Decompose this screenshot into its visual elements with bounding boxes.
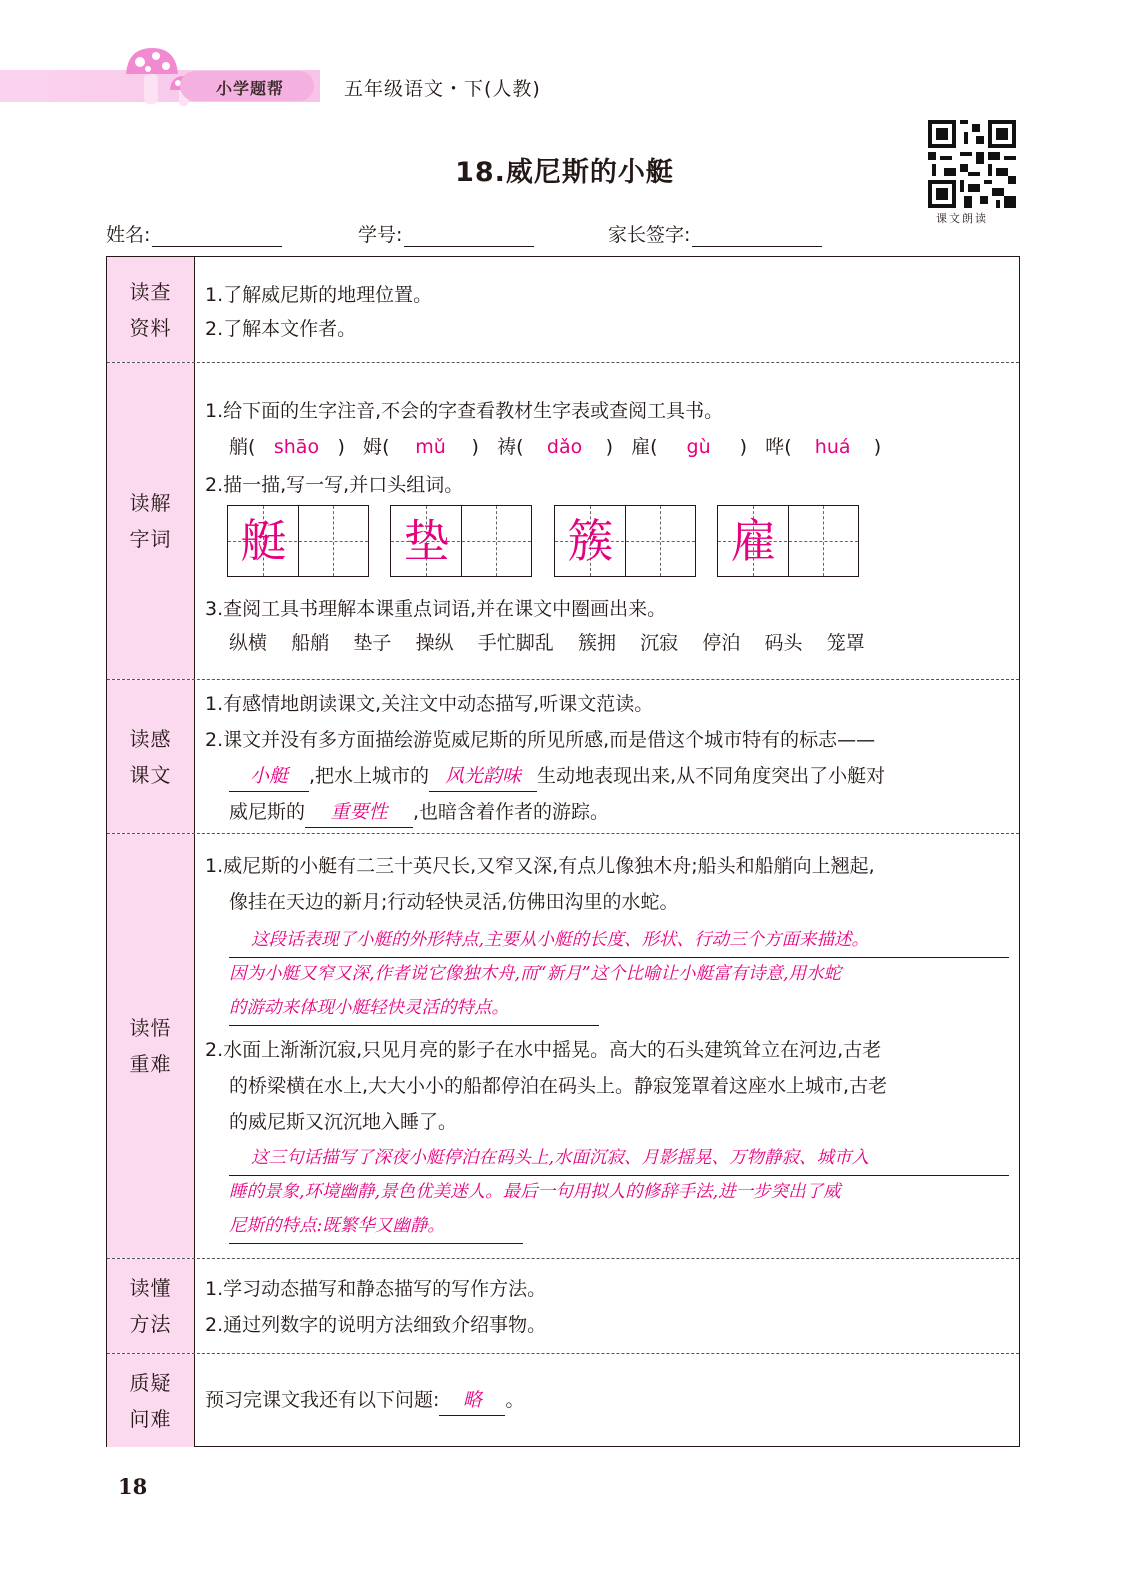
- section-vocabulary: [107, 363, 1019, 679]
- answer-blank[interactable]: 小艇: [229, 761, 309, 792]
- section-label: 读查 资料: [107, 257, 195, 362]
- student-info-row: [106, 220, 1006, 246]
- passage-1-line-2: 像挂在天边的新月;行动轻快灵活,仿佛田沟里的水蛇。: [229, 891, 679, 913]
- key-word: 纵横: [229, 632, 268, 654]
- section-questions: [107, 1354, 1019, 1447]
- section-methods: [107, 1259, 1019, 1353]
- trace-char: 簇: [567, 514, 614, 568]
- method-item-2: 2.通过列数字的说明方法细致介绍事物。: [205, 1314, 547, 1336]
- section-label: 读懂 方法: [107, 1259, 195, 1353]
- qr-code-icon: [928, 120, 1016, 208]
- parent-sign-field[interactable]: [608, 220, 822, 247]
- brand-name: 小学题帮: [216, 79, 285, 98]
- pinyin-answer-5[interactable]: huá: [814, 436, 851, 458]
- questions-prompt-line: 预习完课文我还有以下问题: 略 。: [205, 1382, 524, 1418]
- pinyin-answer-2[interactable]: mǔ: [415, 436, 446, 458]
- section-reading: [107, 680, 1019, 833]
- key-words-list: [229, 625, 865, 661]
- answer-1-line-3[interactable]: 的游动来体现小艇轻快灵活的特点。: [229, 992, 599, 1026]
- number-label: 学号:: [358, 224, 403, 246]
- pinyin-row: 艄( shāo ) 姆( mǔ ) 祷( dǎo ) 雇( gù ) 哗( huá ): [229, 429, 881, 465]
- page-number: 18: [118, 1474, 148, 1499]
- number-blank[interactable]: [404, 225, 534, 247]
- section-key-points: [107, 834, 1019, 1258]
- passage-2-line-3: 的威尼斯又沉沉地入睡了。: [229, 1111, 458, 1133]
- lesson-title: 18.威尼斯的小艇: [455, 157, 674, 188]
- writing-grid[interactable]: [390, 505, 532, 577]
- writing-grid[interactable]: [717, 505, 859, 577]
- key-word: 垫子: [353, 632, 392, 654]
- passage-2-line-1: 2.水面上渐渐沉寂,只见月亮的影子在水中摇晃。高大的石头建筑耸立在河边,古老: [205, 1039, 882, 1061]
- passage-2-line-2: 的桥梁横在水上,大大小小的船都停泊在码头上。静寂笼罩着这座水上城市,古老: [229, 1075, 888, 1097]
- vocab-question-1: 1.给下面的生字注音,不会的字查看教材生字表或查阅工具书。: [205, 400, 724, 422]
- key-word: 船艄: [291, 632, 330, 654]
- reading-fill-line-1: 小艇 ,把水上城市的 风光韵味 生动地表现出来,从不同角度突出了小艇对: [229, 758, 885, 794]
- number-field[interactable]: [358, 220, 534, 247]
- section-label: 读解 字词: [107, 363, 195, 679]
- reading-fill-line-2: 威尼斯的 重要性 ,也暗含着作者的游踪。: [229, 794, 609, 830]
- trace-char: 雇: [730, 514, 777, 568]
- writing-grid[interactable]: [227, 505, 369, 577]
- pinyin-answer-4[interactable]: gù: [686, 436, 711, 458]
- name-field[interactable]: [106, 220, 282, 247]
- reading-item-2: 2.课文并没有多方面描绘游览威尼斯的所见所感,而是借这个城市特有的标志——: [205, 729, 876, 751]
- answer-2-line-1[interactable]: 这三句话描写了深夜小艇停泊在码头上,水面沉寂、月影摇晃、万物静寂、城市入: [229, 1142, 1009, 1176]
- section-label: 读悟 重难: [107, 834, 195, 1258]
- key-word: 操纵: [415, 632, 454, 654]
- trace-char: 艇: [240, 514, 287, 568]
- writing-grid[interactable]: [554, 505, 696, 577]
- section-label: 质疑 问难: [107, 1354, 195, 1447]
- answer-2-line-2[interactable]: 睡的景象,环境幽静,景色优美迷人。最后一句用拟人的修辞手法,进一步突出了威: [229, 1182, 841, 1202]
- research-item-1: 1.了解威尼斯的地理位置。: [205, 284, 433, 306]
- vocab-question-2: 2.描一描,写一写,并口头组词。: [205, 474, 464, 496]
- vocab-question-3: 3.查阅工具书理解本课重点词语,并在课文中圈画出来。: [205, 598, 667, 620]
- section-label: 读感 课文: [107, 680, 195, 833]
- method-item-1: 1.学习动态描写和静态描写的写作方法。: [205, 1278, 547, 1300]
- key-word: 手忙脚乱: [477, 632, 554, 654]
- answer-1-line-1[interactable]: 这段话表现了小艇的外形特点,主要从小艇的长度、形状、行动三个方面来描述。: [229, 924, 1009, 958]
- book-title: 五年级语文・下(人教): [344, 78, 541, 100]
- section-research: [107, 257, 1019, 362]
- preview-table: [106, 256, 1020, 1447]
- trace-char: 垫: [403, 514, 450, 568]
- key-word: 沉寂: [640, 632, 679, 654]
- key-word: 停泊: [702, 632, 741, 654]
- answer-blank[interactable]: 风光韵味: [429, 761, 537, 792]
- name-label: 姓名:: [106, 224, 151, 246]
- key-word: 码头: [764, 632, 803, 654]
- answer-2-line-3[interactable]: 尼斯的特点:既繁华又幽静。: [229, 1210, 523, 1244]
- pinyin-answer-1[interactable]: shāo: [273, 436, 320, 458]
- questions-answer-blank[interactable]: 略: [439, 1385, 505, 1416]
- parent-sign-label: 家长签字:: [608, 224, 691, 246]
- key-word: 笼罩: [826, 632, 865, 654]
- key-word: 簇拥: [577, 632, 616, 654]
- research-item-2: 2.了解本文作者。: [205, 318, 357, 340]
- answer-1-line-2[interactable]: 因为小艇又窄又深,作者说它像独木舟,而“新月”这个比喻让小艇富有诗意,用水蛇: [229, 964, 842, 984]
- parent-sign-blank[interactable]: [692, 225, 822, 247]
- name-blank[interactable]: [152, 225, 282, 247]
- answer-blank[interactable]: 重要性: [305, 797, 413, 828]
- passage-1-line-1: 1.威尼斯的小艇有二三十英尺长,又窄又深,有点儿像独木舟;船头和船艄向上翘起,: [205, 855, 875, 877]
- reading-item-1: 1.有感情地朗读课文,关注文中动态描写,听课文范读。: [205, 693, 654, 715]
- pinyin-answer-3[interactable]: dǎo: [546, 436, 583, 458]
- qr-caption: 课文朗读: [936, 212, 988, 225]
